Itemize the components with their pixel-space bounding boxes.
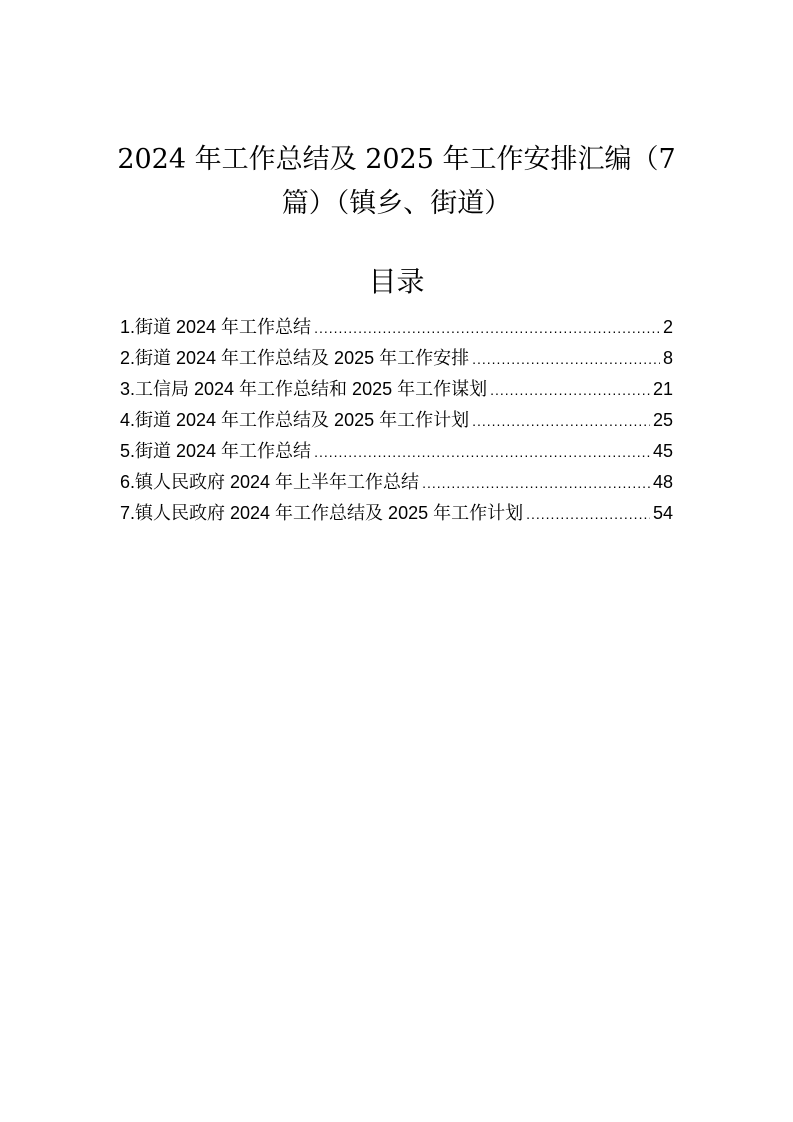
toc-entry-2[interactable] [120, 343, 673, 374]
toc-entry-7[interactable] [120, 498, 673, 529]
toc-entry-page: 48 [652, 472, 673, 492]
toc-entry-4[interactable] [120, 405, 673, 436]
document-title [100, 138, 693, 226]
toc-entry-page: 25 [652, 410, 673, 430]
toc-entry-page: 45 [652, 441, 673, 461]
toc-entry-1[interactable] [120, 312, 673, 343]
toc-entry-label: 1.街道 2024 年工作总结 [120, 317, 312, 337]
toc-entry-label: 2.街道 2024 年工作总结及 2025 年工作安排 [120, 348, 470, 368]
toc-entry-6[interactable] [120, 467, 673, 498]
toc-entry-page: 2 [662, 317, 673, 337]
toc-dot-leader [314, 313, 660, 344]
toc-entry-page: 8 [662, 348, 673, 368]
toc-dot-leader [490, 375, 650, 406]
toc-entry-label: 7.镇人民政府 2024 年工作总结及 2025 年工作计划 [120, 503, 524, 523]
toc-entry-label: 3.工信局 2024 年工作总结和 2025 年工作谋划 [120, 379, 488, 399]
toc-entry-label: 4.街道 2024 年工作总结及 2025 年工作计划 [120, 410, 470, 430]
table-of-contents [120, 312, 673, 529]
document-title-line-2: 篇）（镇乡、街道） [281, 188, 512, 219]
document-title-line-1: 2024 年工作总结及 2025 年工作安排汇编（7 [117, 144, 676, 175]
toc-dot-leader [472, 406, 650, 437]
toc-entry-label: 6.镇人民政府 2024 年上半年工作总结 [120, 472, 420, 492]
toc-entry-page: 21 [652, 379, 673, 399]
toc-dot-leader [472, 344, 660, 375]
toc-entry-label: 5.街道 2024 年工作总结 [120, 441, 312, 461]
toc-entry-3[interactable] [120, 374, 673, 405]
toc-entry-page: 54 [652, 503, 673, 523]
toc-dot-leader [314, 437, 650, 468]
toc-heading: 目录 [368, 265, 425, 298]
toc-dot-leader [526, 499, 650, 530]
toc-dot-leader [422, 468, 650, 499]
toc-entry-5[interactable] [120, 436, 673, 467]
